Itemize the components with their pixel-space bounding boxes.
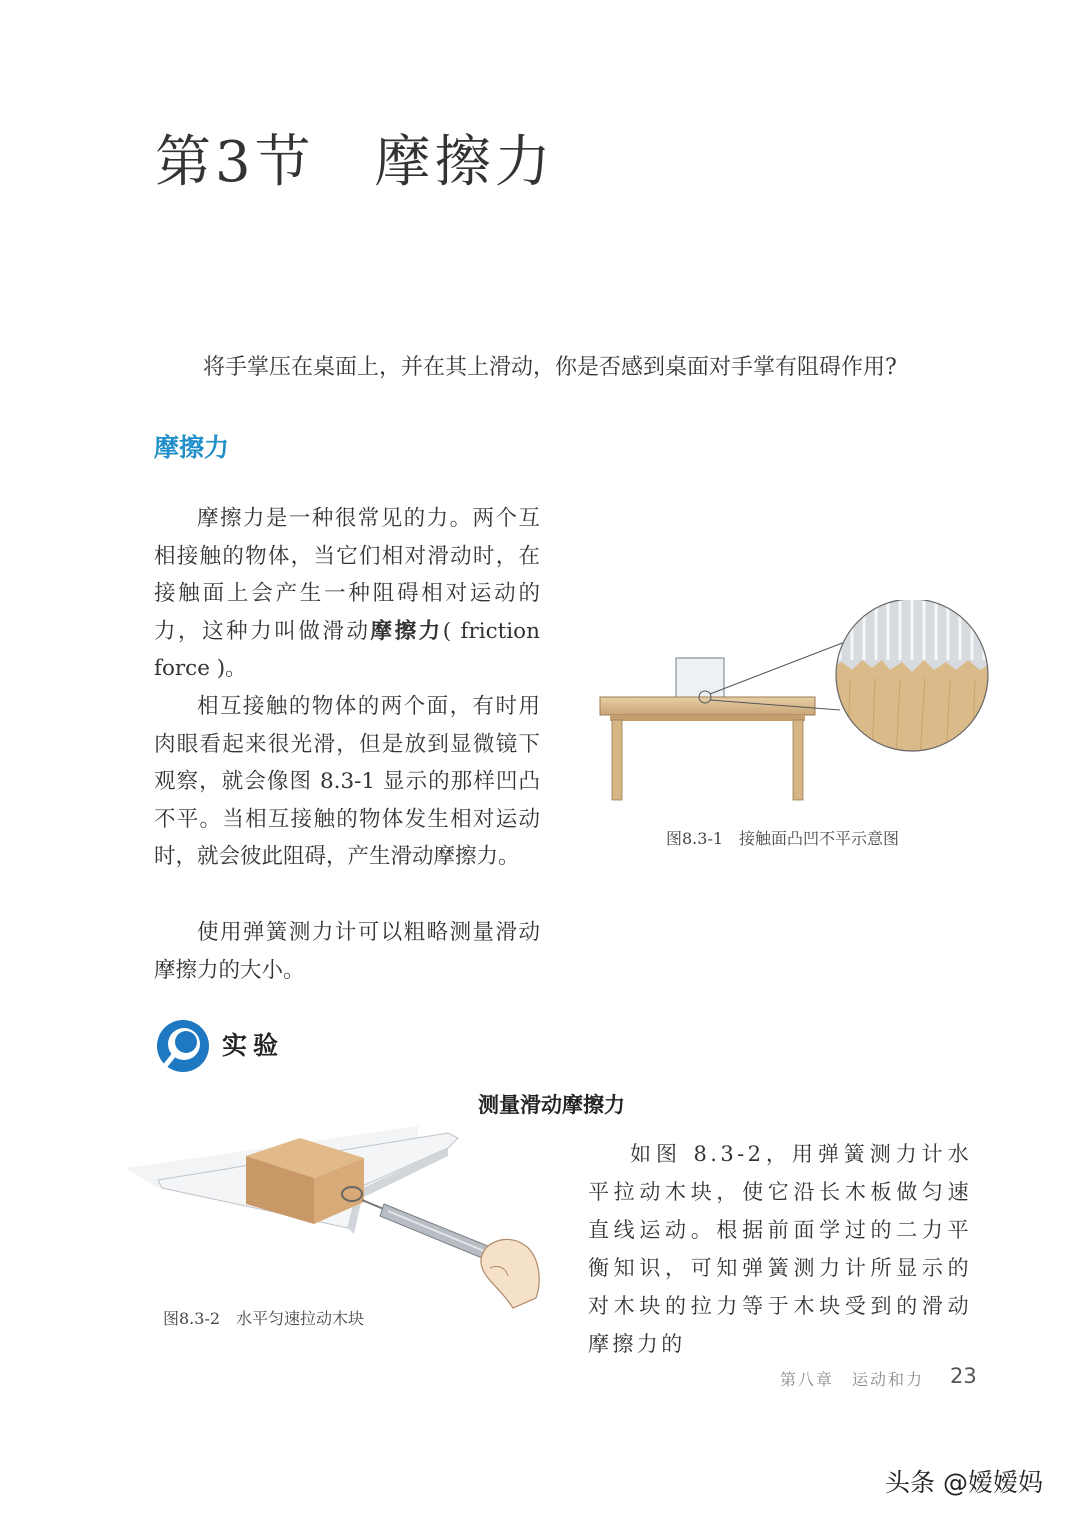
experiment-description: 如图 8.3-2，用弹簧测力计水平拉动木块，使它沿长木板做匀速直线运动。根据前面学过的二力平衡知识，可知弹簧测力计所显示的对木块的拉力等于木块受到的滑动摩擦力的 xyxy=(588,1142,972,1356)
experiment-label: 实验 xyxy=(222,1031,285,1060)
para1-text: 摩擦力是一种很常见的力。两个互相接触的物体，当它们相对滑动时，在接触面上会产生一种阻碍相对运动的力，这种力叫做滑动 xyxy=(154,506,540,644)
paragraph-surface-roughness: 相互接触的物体的两个面，有时用肉眼看起来很光滑，但是放到显微镜下观察，就会像图 8.3-1 显示的那样凹凸不平。当相互接触的物体发生相对运动时，就会彼此阻碍，产生滑动摩擦力。 xyxy=(154,694,540,869)
experiment-title: 测量滑动摩擦力 xyxy=(478,1093,625,1117)
term-friction: 摩擦力 xyxy=(370,618,443,644)
paragraph-spring-scale: 使用弹簧测力计可以粗略测量滑动摩擦力的大小。 xyxy=(154,920,540,983)
figure-8-3-1-caption: 图8.3-1 接触面凸凹不平示意图 xyxy=(666,829,900,848)
intro-question: 将手掌压在桌面上，并在其上滑动，你是否感到桌面对手掌有阻碍作用? xyxy=(203,355,897,380)
para1-term-english: ( friction force )。 xyxy=(154,618,540,681)
watermark-text: 头条 @嫒嫒妈 xyxy=(885,1468,1043,1497)
footer-chapter-title: 第八章 运动和力 xyxy=(780,1370,925,1389)
page-number: 23 xyxy=(950,1364,977,1388)
chapter-title: 第3节 摩擦力 xyxy=(155,130,555,195)
table-magnified-surface-illustration xyxy=(590,600,990,810)
figure-8-3-2-caption: 图8.3-2 水平匀速拉动木块 xyxy=(163,1309,365,1328)
pulling-block-illustration xyxy=(118,1118,548,1313)
experiment-magnifier-icon xyxy=(155,1018,211,1074)
section-heading: 摩擦力 xyxy=(154,433,230,462)
paragraph-friction-definition xyxy=(154,500,540,688)
